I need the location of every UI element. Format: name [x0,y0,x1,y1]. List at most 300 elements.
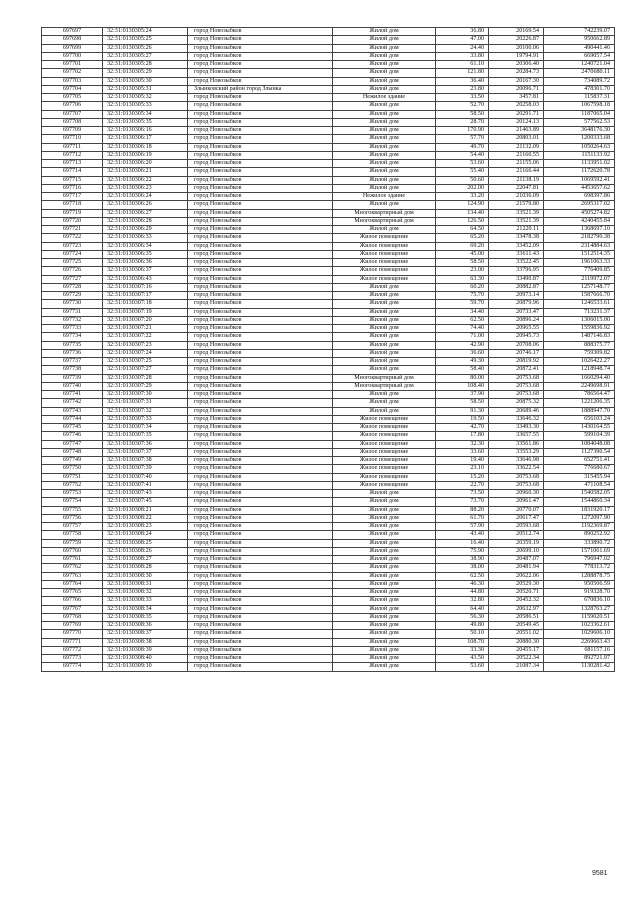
area-cell: 60.20 [436,283,489,291]
table-row [42,655,615,663]
object-type-cell: Жилой дом [333,292,436,300]
cadastral-number-cell: 32:31:0130308:38 [103,638,188,646]
area-cell: 42.70 [436,424,489,432]
cadastral-value-cell: 713231.37 [544,308,615,316]
table-row [42,613,615,621]
record-id-cell: 697730 [42,300,103,308]
cadastral-value-cell: 1328763.27 [544,605,615,613]
cadastral-number-cell: 32:31:0130308:21 [103,506,188,514]
object-type-cell: Жилой дом [333,151,436,159]
table-row [42,283,615,291]
area-cell: 33.60 [436,448,489,456]
record-id-cell: 697773 [42,655,103,663]
object-type-cell: Жилой дом [333,316,436,324]
table-row [42,539,615,547]
address-cell: город Новозыбков [188,184,333,192]
area-cell: 58.50 [436,259,489,267]
object-type-cell: Жилой дом [333,366,436,374]
rate-cell: 20481.94 [489,564,544,572]
cadastral-number-cell: 32:31:0130306:34 [103,242,188,250]
area-cell: 57.90 [436,523,489,531]
table-row [42,234,615,242]
cadastral-value-cell: 1512514.35 [544,250,615,258]
record-id-cell: 697715 [42,176,103,184]
area-cell: 44.80 [436,589,489,597]
rate-cell: 20803.01 [489,135,544,143]
cadastral-number-cell: 32:31:0130308:31 [103,580,188,588]
table-row [42,580,615,588]
address-cell: город Новозыбков [188,283,333,291]
cadastral-value-cell: 1660294.40 [544,374,615,382]
cadastral-number-cell: 32:31:0130307:21 [103,325,188,333]
cadastral-value-cell: 1831920.17 [544,506,615,514]
cadastral-number-cell: 32:31:0130305:26 [103,44,188,52]
address-cell: город Новозыбков [188,110,333,118]
rate-cell: 33522.45 [489,259,544,267]
table-row [42,663,615,671]
table-row [42,382,615,390]
cadastral-value-cell: 1151133.92 [544,151,615,159]
cadastral-number-cell: 32:31:0130308:27 [103,556,188,564]
record-id-cell: 697754 [42,498,103,506]
rate-cell: 33622.54 [489,465,544,473]
cadastral-value-cell: 698397.86 [544,193,615,201]
object-type-cell: Жилой дом [333,333,436,341]
table-row [42,300,615,308]
address-cell: город Новозыбков [188,193,333,201]
address-cell: город Новозыбков [188,407,333,415]
object-type-cell: Жилой дом [333,597,436,605]
rate-cell: 20455.17 [489,646,544,654]
record-id-cell: 697721 [42,226,103,234]
table-row [42,630,615,638]
address-cell: город Новозыбков [188,506,333,514]
address-cell: город Новозыбков [188,646,333,654]
cadastral-number-cell: 32:31:0130307:29 [103,382,188,390]
cadastral-number-cell: 32:31:0130307:23 [103,341,188,349]
table-row [42,168,615,176]
rate-cell: 20882.87 [489,283,544,291]
record-id-cell: 697766 [42,597,103,605]
table-row [42,448,615,456]
area-cell: 91.30 [436,407,489,415]
record-id-cell: 697764 [42,580,103,588]
rate-cell: 33611.43 [489,250,544,258]
cadastral-value-cell: 759309.82 [544,349,615,357]
cadastral-value-cell: 1540582.05 [544,490,615,498]
cadastral-number-cell: 32:31:0130307:28 [103,374,188,382]
record-id-cell: 697740 [42,382,103,390]
object-type-cell: Жилой дом [333,85,436,93]
object-type-cell: Жилой дом [333,349,436,357]
record-id-cell: 697700 [42,52,103,60]
address-cell: город Новозыбков [188,605,333,613]
rate-cell: 20819.92 [489,358,544,366]
record-id-cell: 697710 [42,135,103,143]
address-cell: город Новозыбков [188,217,333,225]
cadastral-value-cell: 490441.46 [544,44,615,52]
rate-cell: 20617.47 [489,514,544,522]
cadastral-number-cell: 32:31:0130308:22 [103,514,188,522]
object-type-cell: Многоквартирный дом [333,374,436,382]
address-cell: город Новозыбков [188,630,333,638]
cadastral-value-cell: 796947.02 [544,556,615,564]
cadastral-value-cell: 2249698.91 [544,382,615,390]
table-row [42,102,615,110]
object-type-cell: Жилой дом [333,399,436,407]
table-row [42,399,615,407]
area-cell: 36.80 [436,28,489,36]
area-cell: 43.40 [436,531,489,539]
cadastral-value-cell: 776409.85 [544,267,615,275]
record-id-cell: 697759 [42,539,103,547]
rate-cell: 21087.34 [489,663,544,671]
area-cell: 50.10 [436,630,489,638]
cadastral-number-cell: 32:31:0130306:23 [103,184,188,192]
record-id-cell: 697756 [42,514,103,522]
cadastral-number-cell: 32:31:0130306:33 [103,234,188,242]
area-cell: 61.70 [436,514,489,522]
cadastral-number-cell: 32:31:0130308:36 [103,622,188,630]
record-id-cell: 697739 [42,374,103,382]
object-type-cell: Жилое помещение [333,259,436,267]
object-type-cell: Жилой дом [333,523,436,531]
cadastral-value-cell: 1029606.10 [544,630,615,638]
table-row [42,184,615,192]
record-id-cell: 697718 [42,201,103,209]
cadastral-value-cell: 1288878.75 [544,572,615,580]
object-type-cell: Жилой дом [333,77,436,85]
cadastral-value-cell: 742239.07 [544,28,615,36]
record-id-cell: 697703 [42,77,103,85]
area-cell: 64.40 [436,605,489,613]
address-cell: город Новозыбков [188,267,333,275]
area-cell: 45.00 [436,250,489,258]
object-type-cell: Жилое помещение [333,275,436,283]
object-type-cell: Жилой дом [333,407,436,415]
record-id-cell: 697711 [42,143,103,151]
cadastral-value-cell: 4453657.62 [544,184,615,192]
cadastral-number-cell: 32:31:0130305:24 [103,28,188,36]
cadastral-number-cell: 32:31:0130306:26 [103,201,188,209]
address-cell: город Новозыбков [188,415,333,423]
object-type-cell: Жилое помещение [333,267,436,275]
record-id-cell: 697720 [42,217,103,225]
rate-cell: 20551.02 [489,630,544,638]
table-row [42,61,615,69]
cadastral-value-cell: 1587666.70 [544,292,615,300]
object-type-cell: Жилой дом [333,127,436,135]
record-id-cell: 697735 [42,341,103,349]
cadastral-value-cell: 778313.72 [544,564,615,572]
rate-cell: 20875.32 [489,399,544,407]
area-cell: 55.40 [436,168,489,176]
registry-table-container [41,27,610,672]
record-id-cell: 697697 [42,28,103,36]
area-cell: 134.40 [436,209,489,217]
object-type-cell: Жилой дом [333,646,436,654]
object-type-cell: Жилое помещение [333,473,436,481]
area-cell: 38.00 [436,564,489,572]
object-type-cell: Жилое помещение [333,415,436,423]
table-row [42,275,615,283]
address-cell: город Новозыбков [188,448,333,456]
address-cell: город Новозыбков [188,275,333,283]
object-type-cell: Жилой дом [333,118,436,126]
rate-cell: 20622.06 [489,572,544,580]
object-type-cell: Жилой дом [333,556,436,564]
record-id-cell: 697734 [42,333,103,341]
cadastral-number-cell: 32:31:0130307:20 [103,316,188,324]
address-cell: город Новозыбков [188,663,333,671]
cadastral-number-cell: 32:31:0130307:24 [103,349,188,357]
rate-cell: 20226.87 [489,36,544,44]
cadastral-number-cell: 32:31:0130307:40 [103,473,188,481]
address-cell: город Новозыбков [188,465,333,473]
cadastral-value-cell: 1272097.90 [544,514,615,522]
record-id-cell: 697699 [42,44,103,52]
cadastral-value-cell: 1218948.74 [544,366,615,374]
table-row [42,325,615,333]
table-row [42,94,615,102]
area-cell: 32.80 [436,597,489,605]
record-id-cell: 697723 [42,242,103,250]
area-cell: 49.70 [436,143,489,151]
cadastral-number-cell: 32:31:0130305:34 [103,110,188,118]
table-row [42,209,615,217]
record-id-cell: 697751 [42,473,103,481]
record-id-cell: 697722 [42,234,103,242]
table-row [42,217,615,225]
address-cell: город Новозыбков [188,539,333,547]
cadastral-number-cell: 32:31:0130308:32 [103,589,188,597]
cadastral-number-cell: 32:31:0130308:35 [103,613,188,621]
cadastral-number-cell: 32:31:0130308:25 [103,539,188,547]
area-cell: 33.20 [436,193,489,201]
area-cell: 23.80 [436,85,489,93]
address-cell: город Новозыбков [188,44,333,52]
cadastral-value-cell: 478301.70 [544,85,615,93]
table-row [42,638,615,646]
rate-cell: 20753.68 [489,391,544,399]
table-row [42,498,615,506]
object-type-cell: Жилой дом [333,391,436,399]
cadastral-value-cell: 4505274.82 [544,209,615,217]
cadastral-value-cell: 3648176.30 [544,127,615,135]
rate-cell: 21138.19 [489,176,544,184]
record-id-cell: 697763 [42,572,103,580]
address-cell: город Новозыбков [188,316,333,324]
address-cell: город Новозыбков [188,341,333,349]
address-cell: город Новозыбков [188,655,333,663]
cadastral-value-cell: 1559836.92 [544,325,615,333]
cadastral-value-cell: 2182790.38 [544,234,615,242]
rate-cell: 20512.74 [489,531,544,539]
cadastral-number-cell: 32:31:0130305:31 [103,85,188,93]
address-cell: город Новозыбков [188,209,333,217]
address-cell: город Новозыбков [188,597,333,605]
table-row [42,465,615,473]
record-id-cell: 697745 [42,424,103,432]
cadastral-number-cell: 32:31:0130306:17 [103,135,188,143]
cadastral-number-cell: 32:31:0130305:30 [103,77,188,85]
object-type-cell: Жилой дом [333,69,436,77]
address-cell: город Новозыбков [188,135,333,143]
address-cell: город Новозыбков [188,94,333,102]
rate-cell: 33796.95 [489,267,544,275]
record-id-cell: 697713 [42,160,103,168]
cadastral-number-cell: 32:31:0130306:20 [103,160,188,168]
rate-cell: 20965.55 [489,325,544,333]
rate-cell: 21036.09 [489,193,544,201]
table-row [42,259,615,267]
address-cell: город Новозыбков [188,547,333,555]
cadastral-value-cell: 1257148.77 [544,283,615,291]
record-id-cell: 697714 [42,168,103,176]
area-cell: 124.90 [436,201,489,209]
cadastral-value-cell: 681157.16 [544,646,615,654]
cadastral-value-cell: 776680.67 [544,465,615,473]
area-cell: 33.50 [436,94,489,102]
address-cell: город Новозыбков [188,440,333,448]
record-id-cell: 697701 [42,61,103,69]
object-type-cell: Жилое помещение [333,432,436,440]
cadastral-number-cell: 32:31:0130307:34 [103,424,188,432]
record-id-cell: 697757 [42,523,103,531]
table-row [42,589,615,597]
area-cell: 53.60 [436,663,489,671]
table-row [42,118,615,126]
area-cell: 56.30 [436,613,489,621]
object-type-cell: Жилой дом [333,589,436,597]
rate-cell: 21220.11 [489,226,544,234]
area-cell: 36.60 [436,349,489,357]
table-row [42,473,615,481]
record-id-cell: 697716 [42,184,103,192]
area-cell: 49.30 [436,358,489,366]
area-cell: 75.90 [436,547,489,555]
area-cell: 38.90 [436,556,489,564]
cadastral-value-cell: 2470680.11 [544,69,615,77]
area-cell: 59.70 [436,300,489,308]
object-type-cell: Жилой дом [333,630,436,638]
record-id-cell: 697731 [42,308,103,316]
table-row [42,481,615,489]
table-row [42,457,615,465]
record-id-cell: 697736 [42,349,103,357]
table-row [42,44,615,52]
rate-cell: 21463.89 [489,127,544,135]
area-cell: 28.70 [436,118,489,126]
rate-cell: 20359.19 [489,539,544,547]
cadastral-value-cell: 1246533.61 [544,300,615,308]
rate-cell: 20872.41 [489,366,544,374]
address-cell: город Новозыбков [188,69,333,77]
object-type-cell: Многоквартирный дом [333,217,436,225]
area-cell: 64.50 [436,226,489,234]
table-row [42,143,615,151]
cadastral-number-cell: 32:31:0130306:27 [103,209,188,217]
area-cell: 58.50 [436,399,489,407]
cadastral-value-cell: 734089.72 [544,77,615,85]
rate-cell: 20770.07 [489,506,544,514]
record-id-cell: 697760 [42,547,103,555]
record-id-cell: 697744 [42,415,103,423]
cadastral-value-cell: 652751.41 [544,457,615,465]
rate-cell: 20879.96 [489,300,544,308]
rate-cell: 20124.13 [489,118,544,126]
cadastral-number-cell: 32:31:0130307:45 [103,498,188,506]
object-type-cell: Жилое помещение [333,465,436,473]
cadastral-value-cell: 1200333.68 [544,135,615,143]
table-row [42,316,615,324]
object-type-cell: Жилой дом [333,622,436,630]
rate-cell: 20753.68 [489,473,544,481]
record-id-cell: 697717 [42,193,103,201]
area-cell: 19.40 [436,457,489,465]
cadastral-number-cell: 32:31:0130305:29 [103,69,188,77]
object-type-cell: Жилой дом [333,52,436,60]
area-cell: 63.30 [436,275,489,283]
object-type-cell: Жилое помещение [333,250,436,258]
cadastral-value-cell: 1240721.04 [544,61,615,69]
address-cell: город Новозыбков [188,61,333,69]
area-cell: 33.30 [436,646,489,654]
object-type-cell: Жилое помещение [333,424,436,432]
rate-cell: 20306.40 [489,61,544,69]
record-id-cell: 697769 [42,622,103,630]
cadastral-number-cell: 32:31:0130308:40 [103,655,188,663]
cadastral-number-cell: 32:31:0130307:36 [103,440,188,448]
object-type-cell: Жилой дом [333,613,436,621]
cadastral-value-cell: 1544860.34 [544,498,615,506]
table-row [42,308,615,316]
object-type-cell: Жилой дом [333,102,436,110]
record-id-cell: 697748 [42,448,103,456]
record-id-cell: 697762 [42,564,103,572]
cadastral-value-cell: 115837.31 [544,94,615,102]
area-cell: 88.20 [436,506,489,514]
cadastral-number-cell: 32:31:0130306:16 [103,127,188,135]
cadastral-value-cell: 315455.94 [544,473,615,481]
cadastral-number-cell: 32:31:0130306:24 [103,193,188,201]
address-cell: город Новозыбков [188,572,333,580]
object-type-cell: Жилое помещение [333,481,436,489]
record-id-cell: 697761 [42,556,103,564]
object-type-cell: Жилой дом [333,226,436,234]
record-id-cell: 697728 [42,283,103,291]
cadastral-number-cell: 32:31:0130305:25 [103,36,188,44]
cadastral-number-cell: 32:31:0130307:25 [103,358,188,366]
cadastral-number-cell: 32:31:0130306:22 [103,176,188,184]
object-type-cell: Жилой дом [333,490,436,498]
cadastral-number-cell: 32:31:0130306:29 [103,226,188,234]
object-type-cell: Жилой дом [333,531,436,539]
table-row [42,341,615,349]
rate-cell: 20549.45 [489,622,544,630]
page-number: 9581 [592,870,608,877]
cadastral-number-cell: 32:31:0130309:10 [103,663,188,671]
rate-cell: 33646.98 [489,457,544,465]
cadastral-number-cell: 32:31:0130306:19 [103,151,188,159]
table-row [42,556,615,564]
cadastral-value-cell: 950506.59 [544,580,615,588]
cadastral-number-cell: 32:31:0130305:33 [103,102,188,110]
address-cell: город Новозыбков [188,382,333,390]
record-id-cell: 697770 [42,630,103,638]
cadastral-number-cell: 32:31:0130307:33 [103,415,188,423]
area-cell: 16.40 [436,539,489,547]
